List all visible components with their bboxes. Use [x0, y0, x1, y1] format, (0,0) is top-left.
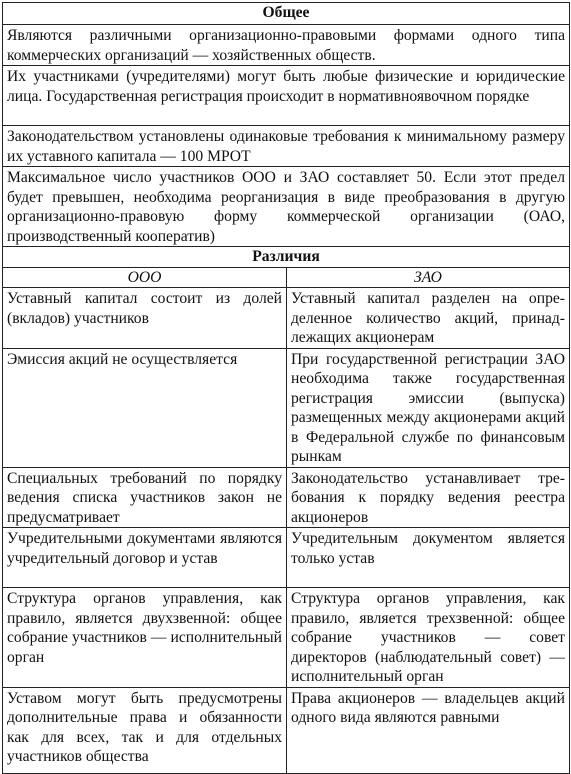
column-header-row — [3, 267, 570, 288]
cell-zao: Законодательство устанавливает требования к порядку ведения реестра акционеров — [287, 467, 570, 528]
cell-ooo: Специальных требований по порядку ведения списка участников закон не предусматривает — [3, 467, 287, 528]
table-row — [3, 528, 570, 588]
cell-ooo: Эмиссия акций не осуществляется — [3, 348, 287, 467]
cell-ooo: Структура органов управления, как правило, является двухзвенной: общее собрание участников — исполнительный орган — [3, 588, 287, 688]
general-cell: Максимальное число участников ООО и ЗАО составляет 50. Если этот предел будет превышен, необходима реорганизация в виде преобразования в другую организационно-правовую форму коммерческой организации (ОАО, производственный кооператив) — [3, 167, 570, 247]
general-row — [3, 66, 570, 126]
cell-ooo: Учредительными документами являются учредительный договор и устав — [3, 528, 287, 588]
differences-header-row — [3, 247, 570, 268]
general-cell: Их участниками (учредителями) могут быть любые физические и юридические лица. Государственная регистрация происходит в нормативноявочном порядке — [3, 66, 570, 126]
cell-zao: Уставный капитал разделен на определенное количество акций, принадлежащих акционерам — [287, 288, 570, 349]
table-row — [3, 348, 570, 467]
cell-zao: При государственной регистрации ЗАО необходима также государственная регистрация эмиссии (выпуска) размещенных между акционерами акций в Федеральной службе по финансовым рынкам — [287, 348, 570, 467]
general-cell: Являются различными организационно-правовыми формами одного типа коммерческих организаций — хозяйственных обществ. — [3, 25, 570, 66]
column-header-zao: ЗАО — [287, 267, 570, 288]
cell-zao: Учредительным документом является только устав — [287, 528, 570, 588]
general-row — [3, 126, 570, 167]
table-row — [3, 588, 570, 688]
cell-ooo: Уставом могут быть предусмотрены дополнительные права и обязанности как для всех, так и для отдельных участников общества — [3, 687, 287, 773]
cell-zao: Права акционеров — владельцев акций одного вида являются равными — [287, 687, 570, 773]
table-row — [3, 687, 570, 773]
general-header-row — [3, 3, 570, 25]
comparison-table — [2, 2, 570, 774]
cell-zao: Структура органов управления, как правило, является трехзвенной: общее собрание участников — совет директоров (наблюдательный совет) — исполнительный орган — [287, 588, 570, 688]
general-row — [3, 25, 570, 66]
column-header-ooo: ООО — [3, 267, 287, 288]
cell-ooo: Уставный капитал состоит из долей (вкладов) участников — [3, 288, 287, 349]
table-row — [3, 288, 570, 349]
general-cell: Законодательством установлены одинаковые требования к минимальному размеру их уставного капитала — 100 МРОТ — [3, 126, 570, 167]
general-row — [3, 167, 570, 247]
differences-title: Различия — [3, 247, 570, 268]
general-title: Общее — [3, 3, 570, 25]
table-row — [3, 467, 570, 528]
